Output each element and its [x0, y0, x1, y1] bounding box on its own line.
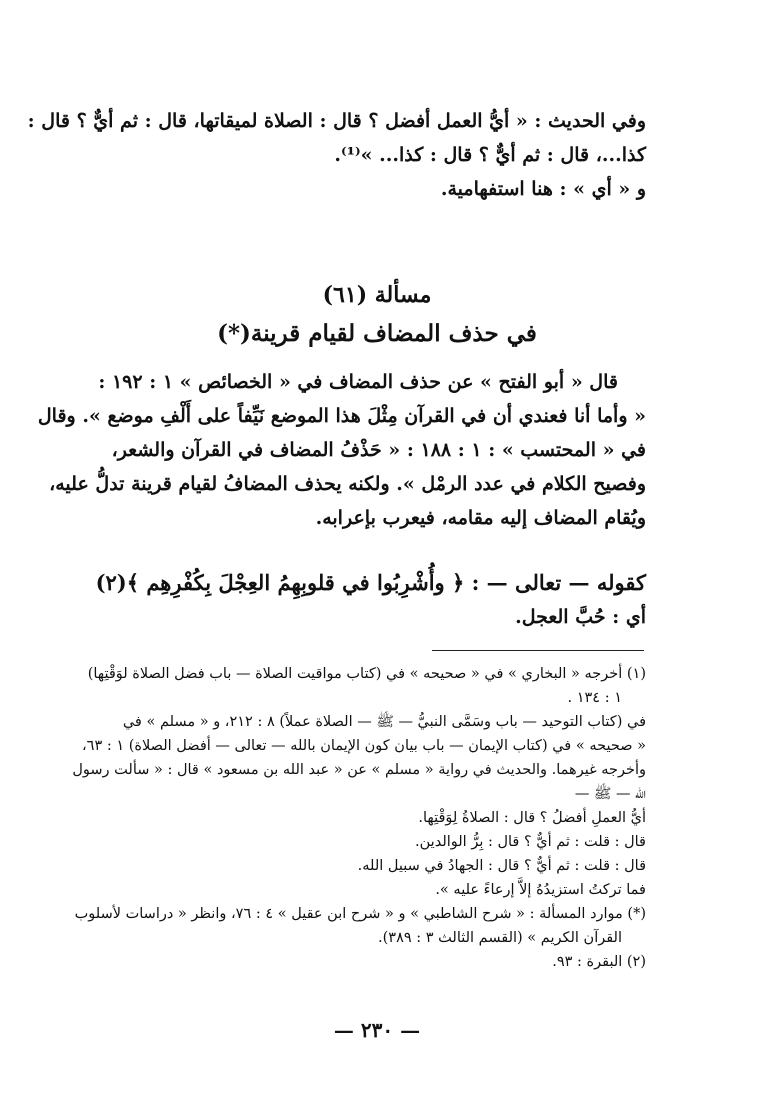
- footnote-line: فما تركتُ استزيدُهُ إلاَّ إرعاءً عليه ».: [435, 882, 646, 898]
- footnotes: [72, 662, 646, 974]
- text-line: ويُقام المضاف إليه مقامه، فيعرب بإعرابه.: [315, 507, 646, 529]
- footnote-line: (*) موارد المسألة : « شرح الشاطبي » و « شرح ابن عقيل » ٤ : ٧٦، وانظر « دراسات لأسلوب: [74, 906, 646, 922]
- text-line: أي : حُبَّ العجل.: [515, 606, 646, 628]
- top-paragraph: [27, 104, 646, 206]
- footnote-line: « صحيحه » في (كتاب الإيمان — باب بيان كون الإيمان بالله — تعالى — أفضل الصلاة) ١ : ٦٣،: [81, 738, 646, 754]
- footnote-line: (١) أخرجه « البخاري » في « صحيحه » في (كتاب مواقيت الصلاة — باب فضل الصلاة لوَقْتِها): [87, 666, 646, 682]
- footnote-line: قال : قلت : ثم أيٌّ ؟ قال : بِرُّ الوالدين.: [415, 834, 646, 850]
- footnote-line: أيُّ العملِ أفضلُ ؟ قال : الصلاةُ لِوَقْتِها.: [418, 810, 646, 826]
- text-line: وفي الحديث : « أيُّ العمل أفضل ؟ قال : الصلاة لميقاتها، قال : ثم أيٌّ ؟ قال :: [27, 110, 646, 132]
- section-number: مسألة (٦١): [322, 282, 432, 308]
- footnote-line: ١ : ١٣٤ .: [567, 690, 622, 706]
- footnote-line: (٢) البقرة : ٩٣.: [552, 954, 646, 970]
- footnote-line: في (كتاب التوحيد — باب وسَمَّى النبيُّ — ﷺ — الصلاة عملاً) ٨ : ٢١٢، و « مسلم » في: [122, 714, 646, 730]
- text-line: وفصيح الكلام في عدد الرمْل ». ولكنه يحذف المضافُ لقيام قرينة تدلُّ عليه،: [49, 473, 646, 495]
- footnote-line: الله — ﷺ —: [574, 786, 646, 802]
- text-line: قال « أبو الفتح » عن حذف المضاف في « الخصائص » ١ : ١٩٢ :: [98, 371, 618, 393]
- section-title: في حذف المضاف لقيام قرينة(*): [217, 320, 537, 347]
- footnote-divider: [432, 650, 644, 651]
- footnote-line: وأخرجه غيرهما. والحديث في رواية « مسلم » عن « عبد الله بن مسعود » قال : « سألت رسول: [72, 762, 646, 778]
- text-line: كذا...، قال : ثم أيٌّ ؟ قال : كذا... »⁽¹⁾.: [334, 144, 646, 166]
- main-paragraph: [37, 365, 646, 535]
- text-line: و « أي » : هنا استفهامية.: [440, 178, 646, 200]
- quran-verse-line: كقوله — تعالى — : ﴿ وأُشْرِبُوا في قلوبِهِمُ العِجْلَ بِكُفْرِهِم ﴾(٢): [95, 570, 646, 595]
- footnote-line: القرآن الكريم » (القسم الثالث ٣ : ٣٨٩).: [378, 930, 622, 946]
- text-line: « وأما أنا فعندي أن في القرآن مِثْلَ هذا الموضع نَيِّفاً على أَلْفِ موضع ». وقال: [37, 405, 646, 427]
- page-number: — ٢٣٠ —: [333, 1018, 421, 1042]
- text-line: في « المحتسب » : ١ : ١٨٨ : « حَذْفُ المضاف في القرآن والشعر،: [111, 439, 646, 461]
- footnote-line: قال : قلت : ثم أيٌّ ؟ قال : الجهادُ في سبيل الله.: [357, 858, 646, 874]
- example-block: [95, 566, 646, 634]
